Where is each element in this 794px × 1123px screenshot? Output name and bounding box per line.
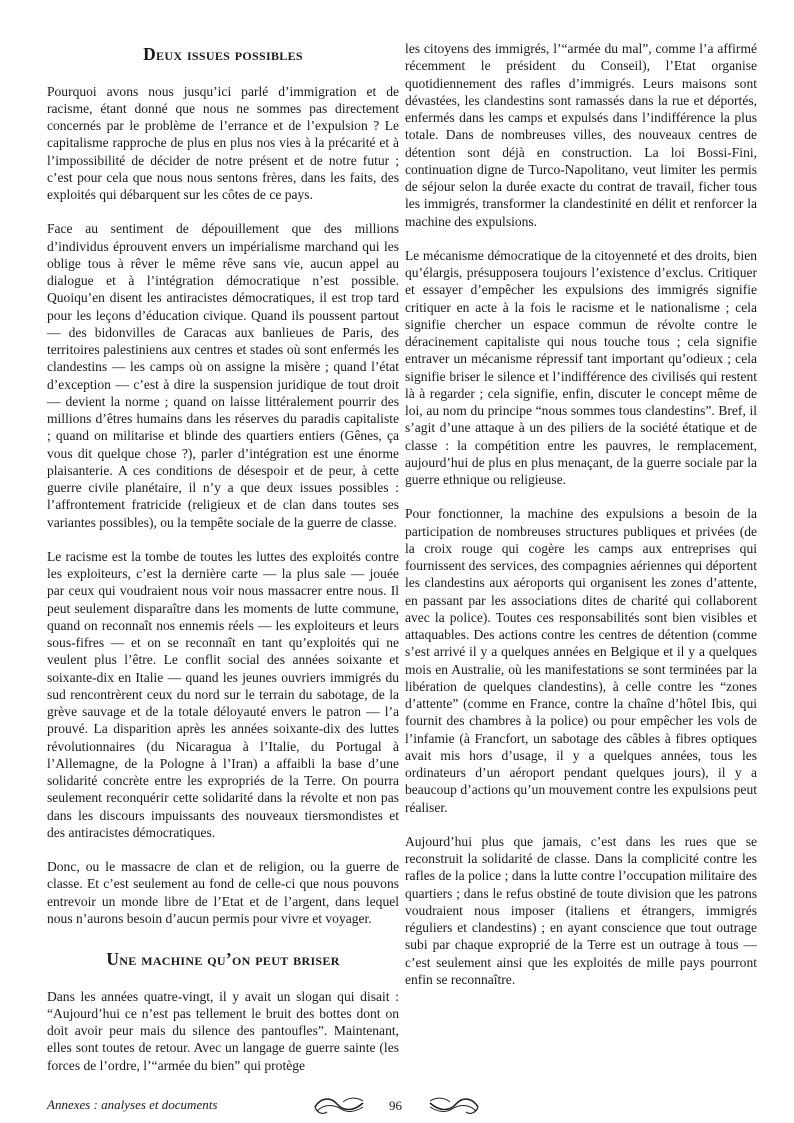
paragraph: Le mécanisme démocratique de la citoyenneté et des droits, bien qu’élargis, présupposera toujours l’existence d’exclus. Critiquer et essayer d’empêcher les expulsions des immigrés signifie critiquer en acte à la fois le racisme et le nationalisme ; cela signifie chercher un espace commun de révolte contre le déracinement capitaliste qui nous touche tous ; cela signifie entraver un mécanisme répressif tant important qu’odieux ; cela signifie briser le silence et l’indifférence des civilisés qui restent là à regarder ; cela signifie, enfin, discuter le concept même de loi, au nom du principe “nous sommes tous clandestins”. Bref, il s’agit d’une attaque à un des piliers de la société étatique et de classe : la compétition entre les pauvres, le remplacement, aujourd’hui de plus en plus menaçant, de la guerre sociale par la guerre ethnique ou religieuse.	[405, 247, 757, 487]
footer-section-label: Annexes : analyses et documents	[47, 1097, 218, 1112]
flourish-right-icon	[428, 1093, 480, 1119]
page-number: 96	[389, 1098, 402, 1113]
section-heading-une-machine: Une machine qu’on peut briser	[106, 949, 340, 969]
left-column	[47, 40, 399, 1091]
page-footer	[0, 1093, 794, 1119]
paragraph: les citoyens des immigrés, l’“armée du mal”, comme l’a affirmé récemment le président du Conseil), l’Etat organise quotidiennement des rafles d’immigrés. Leurs maisons sont dévastées, les clandestins sont ramassés dans la rue et déportés, enfermés dans les camps et expulsés dans l’indifférence la plus totale. Dans de nombreuses villes, des nouveaux centres de détention sont déjà en construction. La loi Bossi-Fini, continuation digne de Turco-Napolitano, veut limiter les permis de séjour selon la durée exacte du contrat de travail, ficher tous les immigrés, transformer la clandestinité en délit et renforcer la machine des expulsions.	[405, 41, 757, 229]
paragraph: Pourquoi avons nous jusqu’ici parlé d’immigration et de racisme, étant donné que nous ne sommes pas directement concernés par le problème de l’errance et de l’expulsion ? Le capitalisme rapproche de plus en plus nos vies à la précarité et à l’impossibilité de décider de notre présent et de notre futur ; c’est pour cela que nous nous sentons frères, dans les faits, des exploités qui débarquent sur les côtes de ce pays.	[47, 83, 399, 202]
section-heading-deux-issues: Deux issues possibles	[143, 44, 303, 64]
right-column	[405, 40, 757, 1005]
paragraph: Pour fonctionner, la machine des expulsions a besoin de la participation de nombreuses structures publiques et privées (de la croix rouge qui cogère les camps aux entreprises qui fournissent des services, des compagnies aériennes qui déportent les clandestins aux aéroports qui organisent les zones d’attente, en passant par les associations dites de charité qui collaborent avec la police). Toutes ces responsabilités sont bien visibles et attaquables. Des actions contre les centres de détention (comme s’est arrivé il y a quelques années en Belgique et il y a quelques mois en Australie, où les manifestations se sont terminées par la libération de quelques clandestins), à celle contre les “zones d’attente” (comme en France, contre la chaîne d’hôtel Ibis, qui fournit des chambres à la police) ou pour empêcher les vols de l’infamie (à Francfort, un sabotage des câbles à fibres optiques avait mis hors d’usage, il y a quelques années, tous les ordinateurs d’un aéroport pendant quelques jours), il y a beaucoup d’actions qu’un mouvement contre les expulsions peut réaliser.	[405, 506, 757, 815]
flourish-left-icon	[313, 1093, 365, 1119]
paragraph: Dans les années quatre-vingt, il y avait un slogan qui disait : “Aujourd’hui ce n’est pas tellement le bruit des bottes dont on doit avoir peur mais du silence des pantoufles”. Maintenant, elles sont toutes de retour. Avec un langage de guerre sainte (les forces de l’ordre, l’“armée du bien” qui protège	[47, 988, 399, 1073]
paragraph: Aujourd’hui plus que jamais, c’est dans les rues que se reconstruit la solidarité de classe. Dans la complicité contre les rafles de la police ; dans la lutte contre l’occupation militaire des quartiers ; dans le refus obstiné de toute division que les patrons voudraient nous imposer (italiens et étrangers, immigrés réguliers et clandestins) ; en ayant conscience que tout outrage subi par chaque exproprié de la Terre est un outrage à tous — c’est seulement ainsi que les exploités de mille pays pourront enfin se reconnaître.	[405, 833, 757, 987]
paragraph: Donc, ou le massacre de clan et de religion, ou la guerre de classe. Et c’est seulement au fond de celle-ci que nous pouvons entrevoir un monde libre de l’Etat et de l’argent, dans lequel nous n’aurons besoin d’aucun permis pour vivre et voyager.	[47, 859, 399, 926]
paragraph: Face au sentiment de dépouillement que des millions d’individus éprouvent envers un impérialisme marchand qui les oblige tous à rêver le même rêve sans vie, aucun appel au dialogue et à l’intégration démocratique n’est possible. Quoiqu’en disent les antiracistes démocratiques, il est trop tard pour les leçons d’éducation civique. Quand ils poussent partout — des bidonvilles de Caracas aux banlieues de Paris, des territoires palestiniens aux centres et stades où sont enfermés les clandestins — les camps où on assigne la misère ; quand l’état d’exception — c’est à dire la suspension juridique de tout droit — devient la norme ; quand on laisse littéralement pourrir des millions d’êtres humains dans les réserves du paradis capitaliste ; quand on militarise et blinde des quartiers entiers (Gênes, ça vous dit quelque chose ?), parler d’intégration est une énorme plaisanterie. A ces conditions de désespoir et de peur, à cette guerre civile planétaire, il n’y a que deux issues possibles : l’affrontement fratricide (religieux et de clan dans toutes ses variantes possibles), ou la tempête sociale de la guerre de classe.	[47, 221, 399, 530]
paragraph: Le racisme est la tombe de toutes les luttes des exploités contre les exploiteurs, c’est la dernière carte — la plus sale — jouée par ceux qui voudraient nous voir nous massacrer entre nous. Il peut seulement disparaître dans les moments de lutte commune, quand on reconnaît nos ennemis réels — les exploiteurs et leurs sous-fifres — et on se reconnaît en tant qu’exploités qui ne veulent plus l’être. Le conflit social des années soixante et soixante-dix en Italie — quand les jeunes ouvriers immigrés du sud rencontrèrent ceux du nord sur le terrain du sabotage, de la grève sauvage et de la totale déloyauté envers le patron — l’a prouvé. La disparition après les années soixante-dix des luttes révolutionnaires (du Nicaragua à l’Italie, du Portugal à l’Allemagne, de la Pologne à l’Iran) a affaibli la base d’une solidarité concrète entre les expropriés de la Terre. On pourra seulement reconquérir cette solidarité dans la révolte et non pas dans les discours impuissants des nouveaux tiersmondistes et des antiracistes démocratiques.	[47, 548, 399, 840]
